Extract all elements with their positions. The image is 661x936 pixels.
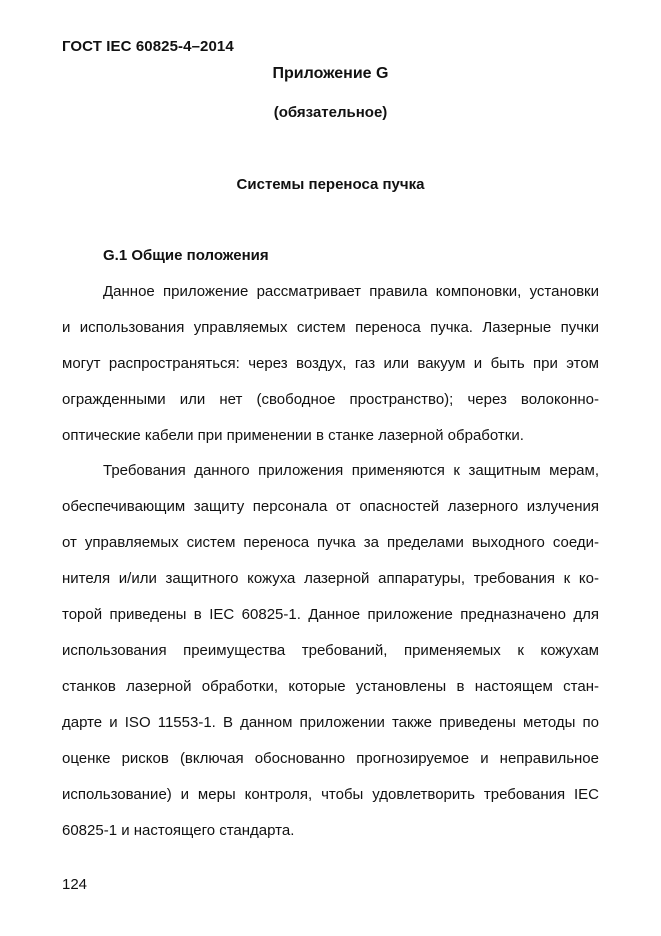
paragraph-line: станков лазерной обработки, которые установлены в настоящем стан- bbox=[62, 678, 599, 695]
paragraph-line: 60825-1 и настоящего стандарта. bbox=[62, 822, 295, 839]
document-standard-id: ГОСТ IEC 60825-4–2014 bbox=[62, 38, 234, 55]
paragraph-line: от управляемых систем переноса пучка за пределами выходного соеди- bbox=[62, 534, 599, 551]
page-number: 124 bbox=[62, 876, 88, 893]
paragraph-line: использования преимущества требований, применяемых к кожухам bbox=[62, 642, 599, 659]
appendix-title: Приложение G bbox=[272, 65, 389, 82]
paragraph-line: Требования данного приложения применяются к защитным мерам, bbox=[103, 462, 599, 479]
paragraph-line: оценке рисков (включая обоснованно прогнозируемое и неправильное bbox=[62, 750, 599, 767]
paragraph-line: торой приведены в IEC 60825-1. Данное приложение предназначено для bbox=[62, 606, 599, 623]
appendix-subject: Системы переноса пучка bbox=[236, 176, 425, 193]
paragraph-line: Данное приложение рассматривает правила компоновки, установки bbox=[103, 283, 599, 300]
paragraph-2 bbox=[62, 462, 599, 858]
paragraph-line: огражденными или нет (свободное пространство); через волоконно- bbox=[62, 391, 599, 408]
paragraph-line: и использования управляемых систем переноса пучка. Лазерные пучки bbox=[62, 319, 599, 336]
paragraph-1 bbox=[62, 283, 599, 463]
paragraph-line: нителя и/или защитного кожуха лазерной аппаратуры, требования к ко- bbox=[62, 570, 599, 587]
paragraph-line: использование) и меры контроля, чтобы удовлетворить требования IEC bbox=[62, 786, 599, 803]
section-heading: G.1 Общие положения bbox=[103, 247, 269, 264]
paragraph-line: могут распространяться: через воздух, газ или вакуум и быть при этом bbox=[62, 355, 599, 372]
appendix-status: (обязательное) bbox=[273, 104, 388, 121]
paragraph-line: оптические кабели при применении в станке лазерной обработки. bbox=[62, 427, 524, 444]
paragraph-line: дарте и ISO 11553-1. В данном приложении также приведены методы по bbox=[62, 714, 599, 731]
paragraph-line: обеспечивающим защиту персонала от опасностей лазерного излучения bbox=[62, 498, 599, 515]
